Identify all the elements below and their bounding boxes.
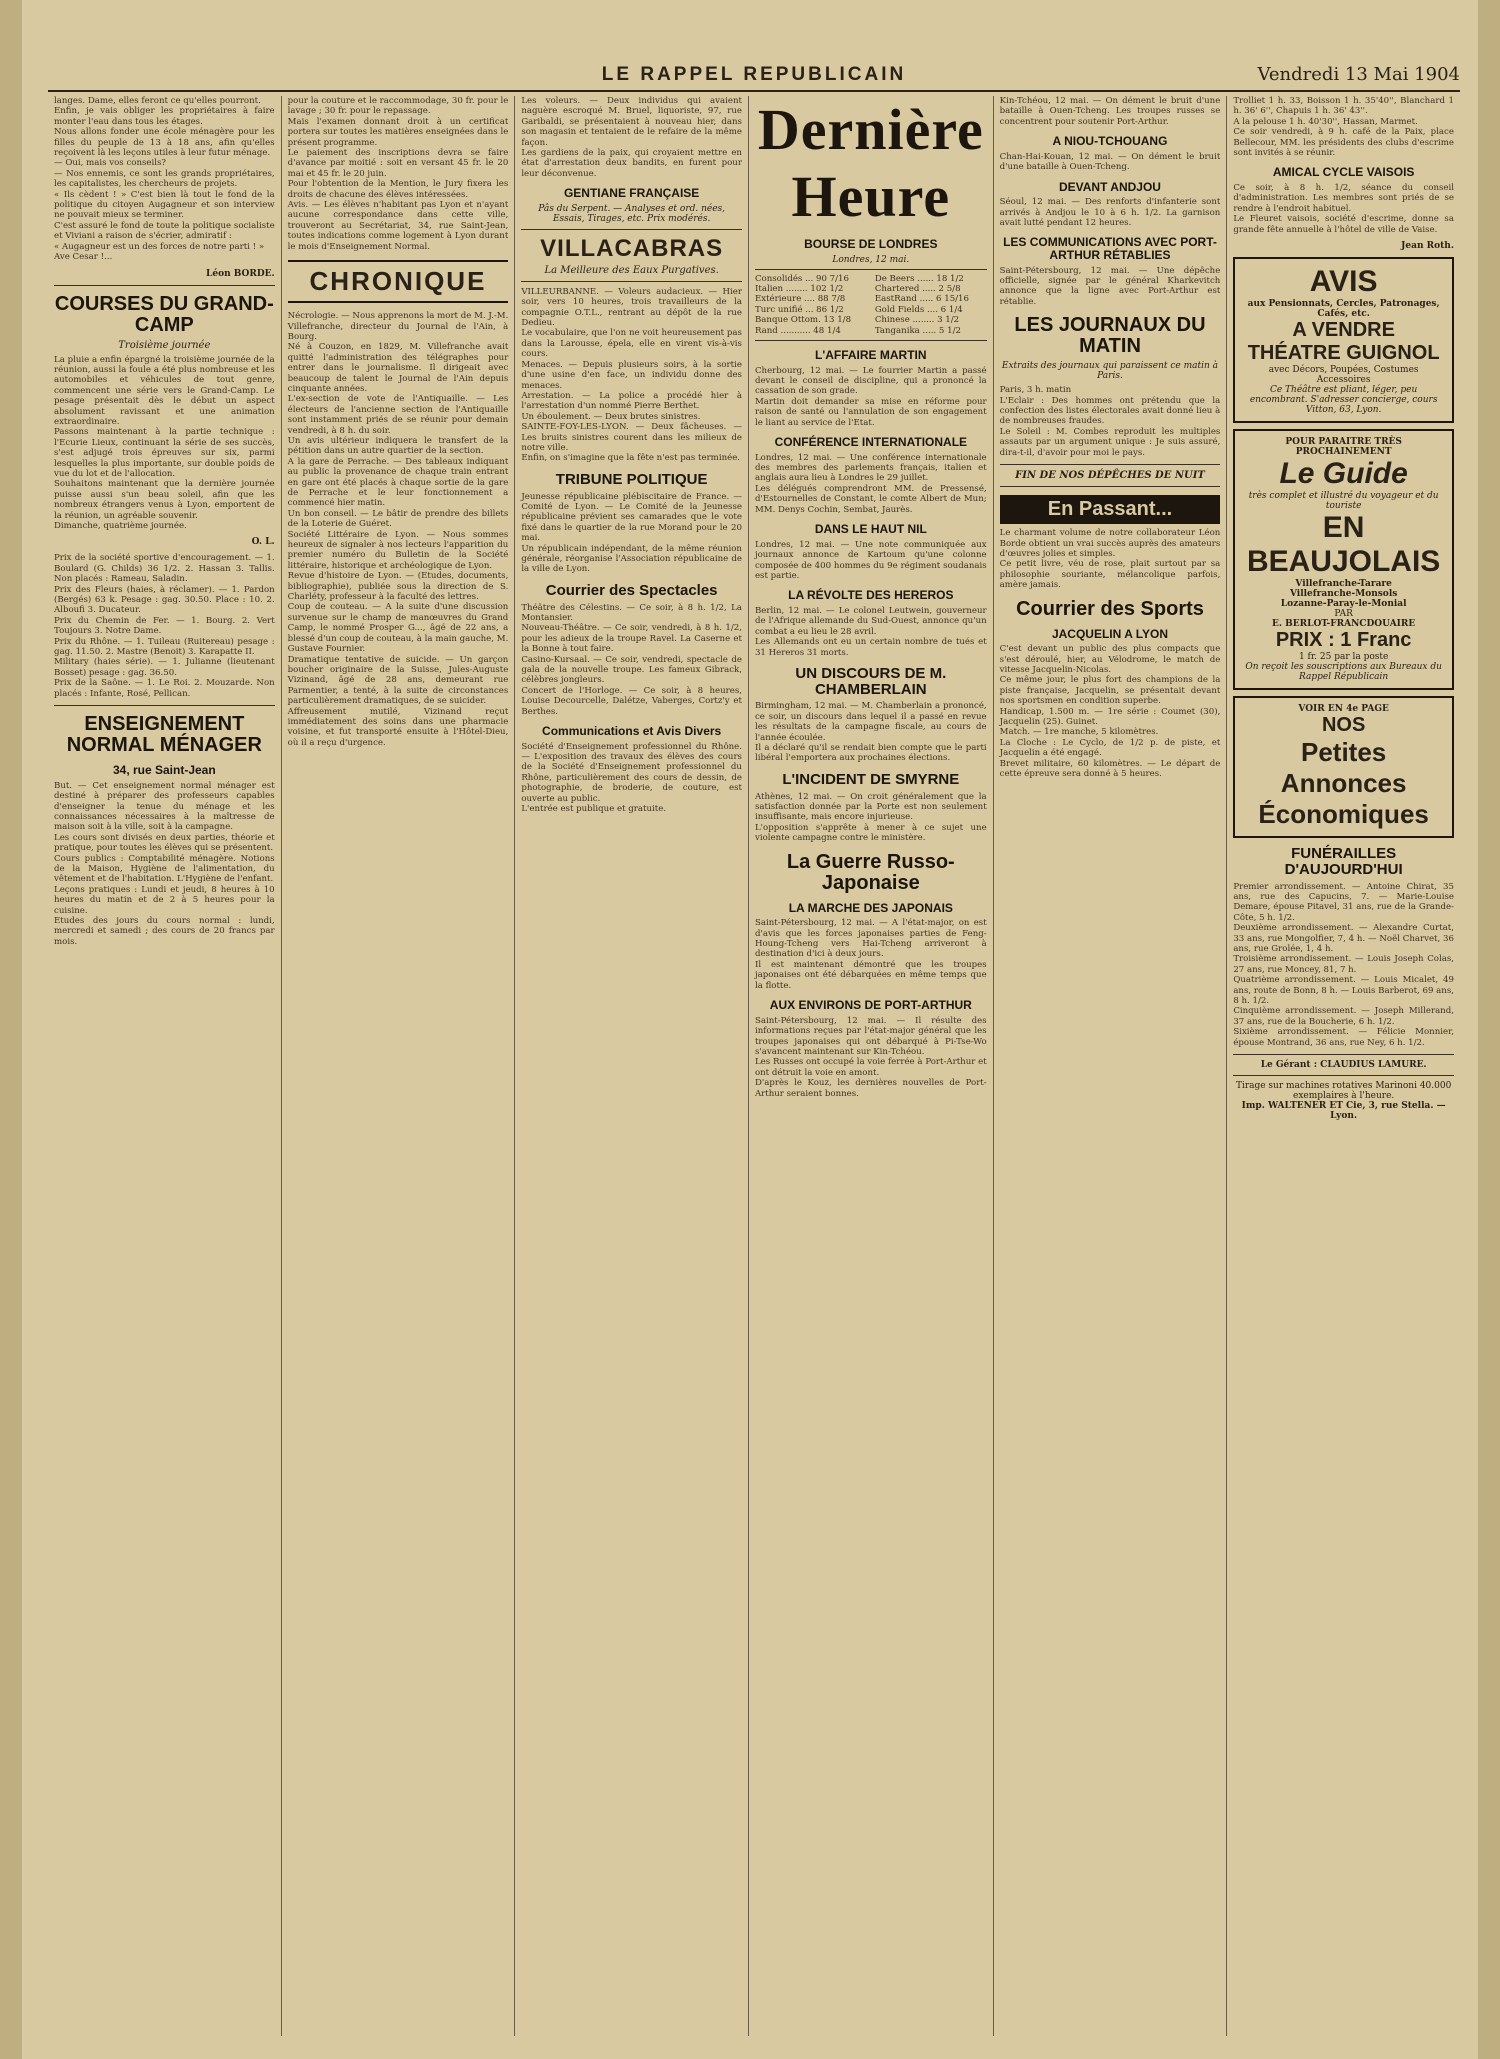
sports-text: C'est devant un public des plus compacts que s'est déroulé, hier, au Vélodrome, le match de vitesse Jacquelin-Nicolas. Ce même jour, le plus fort des champions de la piste française, Jacquelin, se présentait devant nos sportsmen en condition superbe. Handicap, 1.500 m. — 1re série : Coumet (30), Jacquelin (25). Guinet. Match. — 1re manche, 5 kilomètres. La Cloche : Le Cyclo, de 1/2 p. de piste, et Jacquelin a été engagé. Brevet militaire, 60 kilomètres. — Le départ de cette épreuve sera donné à 5 heures. (999, 644, 1221, 779)
imprimeur: Imp. WALTENER ET Cie, 3, rue Stella. — Lyon. (1241, 1101, 1446, 1122)
avis-text: Ce Théâtre est pliant, léger, peu encombrant. S'adresser concierge, cours Vitton, 63, Lyon. (1249, 385, 1438, 416)
gentiane-ad: GENTIANE FRANÇAISE (563, 186, 700, 201)
funerailles-heading: FUNÉRAILLES D'AUJOURD'HUI (1284, 845, 1403, 878)
column-5 (994, 96, 1228, 2036)
bourse-right: De Beers ...... 18 1/2 Chartered ..... 2 5/8 EastRand ..... 6 15/16 Gold Fields .... 6 1/4 Chinese ........ 3 1/2 Tanganika ..... 5 1/2 (874, 273, 969, 336)
page-edge-left (0, 0, 22, 2059)
avis-vendre: A VENDRE (1292, 319, 1395, 342)
japonais-heading: LA MARCHE DES JAPONAIS (788, 900, 953, 915)
column-3 (515, 96, 749, 2036)
martin-text: Cherbourg, 12 mai. — Le fourrier Martin a passé devant le conseil de discipline, qui a prononcé la cassation de son grade. Martin doit demander sa mise en réforme pour raison de santé ou l'annulation de son engagement le liant au service de l'Etat. (754, 365, 987, 428)
guide-prix: PRIX : 1 Franc (1275, 629, 1412, 652)
divider (54, 285, 275, 286)
herero-text: Berlin, 12 mai. — Le colonel Leutwein, gouverneur de l'Afrique allemande du Sud-Ouest, annonce qu'un combat a eu lieu le 28 avril. Les Allemands ont eu un certain nombre de tués et 31 Hereros 31 morts. (754, 605, 987, 658)
petites-annonces-ad (1233, 696, 1454, 838)
avis-sub: aux Pensionnats, Cercles, Patronages, Cafés, etc. (1247, 299, 1440, 320)
courses-heading: COURSES DU GRAND-CAMP (54, 292, 274, 336)
chronique-heading: CHRONIQUE (288, 260, 509, 303)
guide-footer: On reçoit les souscriptions aux Bureaux du Rappel Républicain (1245, 662, 1442, 683)
column-1 (48, 96, 282, 2036)
niou-text: Chan-Hai-Kouan, 12 mai. — On dément le bruit d'une bataille à Ouen-Tcheng. (999, 151, 1224, 173)
smyrne-text: Athènes, 12 mai. — On croit généralement que la satisfaction donnée par la Porte est non seulement insuffisante, mais encore injurieuse. L'opposition s'apprête à mener à ce sujet une violente campagne contre le ministère. (754, 791, 987, 844)
port-arthur-heading: AUX ENVIRONS DE PORT-ARTHUR (769, 998, 972, 1013)
communications-heading: Communications et Avis Divers (542, 723, 722, 738)
divider (521, 281, 742, 282)
columns (48, 96, 1460, 2036)
bourse-heading: BOURSE DE LONDRES (804, 237, 938, 251)
bourse-date: Londres, 12 mai. (832, 254, 910, 265)
courses-signature: O. L. (251, 537, 275, 548)
annonces-nos: NOS (1321, 714, 1366, 737)
conference-text: Londres, 12 mai. — Une conférence internationale des membres des parlements français, italien et anglais aura lieu à Londres le 29 juillet. Les délégués comprendront MM. de Pressensé, d'Estournelles de Constant, le comte Albert de Mun; MM. Denys Cochin, Sembat, Jaurès. (754, 452, 987, 515)
divider (1000, 464, 1221, 465)
haut-nil-heading: DANS LE HAUT NIL (814, 522, 927, 537)
column-4 (749, 96, 994, 2036)
column-6-top-text: Trolliet 1 h. 33, Boisson 1 h. 35'40'', Blanchard 1 h. 36' 6'', Chapuis 1 h. 36' 43''. A la pelouse 1 h. 40'30'', Hassan, Marmet. Ce soir vendredi, à 9 h. café de la Paix, place Bellecour, MM. les présidents des clubs d'escrime sont invités à se réunir. (1233, 96, 1454, 159)
lead-article-signature: Léon BORDE. (206, 268, 275, 279)
communications-retablies-heading: LES COMMUNICATIONS AVEC PORT-ARTHUR RÉTABLIES (1003, 235, 1217, 263)
derniere-heure-title: Dernière Heure (757, 97, 984, 229)
tribune-heading: TRIBUNE POLITIQUE (555, 470, 708, 488)
chronique-text: Nécrologie. — Nous apprenons la mort de M. J.-M. Villefranche, directeur du Journal de l'Ain, à Bourg. Né à Couzon, en 1829, M. Villefranche avait quitté l'administration des télégraphes pour entrer dans le journalisme. Il dirigeait avec beaucoup de talent le Journal de l'Ain depuis cinquante années. L'ex-section de vote de l'Antiquaille. — Les électeurs de l'ancienne section de l'Antiquaille sont instamment priés de se réunir pour demain vendredi, à 8 h. du soir. Un avis ultérieur indiquera le transfert de la pétition dans un autre quartier de la section. A la gare de Perrache. — Des tableaux indiquant au public la provenance de chaque train entrant en gare ont été placés à chaque sortie de la gare de Perrache et le leur fonctionnement a commencé hier matin. Un bon conseil. — Le bâtir de prendre des billets de la Loterie de Guéret. Société Littéraire de Lyon. — Nous sommes heureux de signaler à nos lecteurs l'apparition du premier numéro du Bulletin de la Société littéraire, historique et archéologique de Lyon. Revue d'histoire de Lyon. — (Etudes, documents, bibliographie), publiée sous la direction de S. Charléty, professeur à la faculté des lettres. Coup de couteau. — A la suite d'une discussion survenue sur le champ de manœuvres du Grand Camp, le nommé Prosper G..., âgé de 22 ans, a blessé d'un coup de couteau, à la main gauche, M. Gustave Fournier. Dramatique tentative de suicide. — Un garçon boucher originaire de la Suisse, Jules-Auguste Vizinand, âgé de 28 ans, demeurant rue Parmentier, a tenté, à la suite de circonstances particulièrement dramatiques, de se suicider. Affreusement mutilé, Vizinand reçut immédiatement des soins dans une pharmacie voisine, et fut transporté ensuite à l'Hôtel-Dieu, où il a reçu d'urgence. (287, 311, 509, 748)
chamberlain-text: Birmingham, 12 mai. — M. Chamberlain a prononcé, ce soir, un discours dans lequel il a passé en revue les résultats de la campagne fiscale, au cours de l'année écoulée. Il a déclaré qu'il se rendait bien compte que le parti libéral l'emportera aux prochaines élections. (754, 701, 987, 764)
annonces-title: Petites Annonces (1280, 737, 1407, 799)
guide-ad (1233, 429, 1454, 690)
enseignement-text: But. — Cet enseignement normal ménager est destiné à préparer des professeurs capables d'enseigner la tenue du ménage et les connaissances nécessaires à la maîtresse de maison soit à la ville, soit à la campagne. Les cours sont divisés en deux parties, théorie et pratique, pour toutes les élèves qui se présentent. Cours publics : Comptabilité ménagère. Notions de la Maison, Hygiène de l'alimentation, du vêtement et de l'habitation. L'Hygiène de l'enfant. Leçons pratiques : Lundi et jeudi, 8 heures à 10 heures du matin et de 2 à 5 heures pour la cuisine. Etudes des jours du cours normal : lundi, mercredi et samedi ; des cours de 20 francs par mois. (54, 780, 275, 947)
guide-pre: POUR PARAITRE TRÈS PROCHAINEMENT (1285, 437, 1402, 458)
issue-date: Vendredi 13 Mai 1904 (1257, 64, 1460, 85)
avis-title: AVIS (1309, 265, 1378, 299)
gentiane-ad-sub: Pâs du Serpent. — Analyses et ord. nées, Essais, Tirages, etc. Prix modérés. (538, 203, 726, 224)
guide-title: Le Guide (1279, 457, 1408, 491)
sports-heading: Courrier des Sports (1016, 597, 1204, 620)
cycle-text: Ce soir, à 8 h. 1/2, séance du conseil d'administration. Les membres sont priés de se rendre à l'endroit habituel. Le Fleuret vaisois, société d'escrime, donne sa grande fête annuelle à l'hôtel de ville de Vaise. (1233, 183, 1454, 235)
chamberlain-heading: UN DISCOURS DE M. CHAMBERLAIN (795, 664, 947, 698)
masthead (48, 62, 1460, 92)
cycle-signature: Jean Roth. (1401, 241, 1454, 252)
lead-article-text: langes. Dame, elles feront ce qu'elles pourront. Enfin, je vais obliger les propriétaires à faire monter l'eau dans tous les étages. Nous allons fonder une école ménagère pour les filles du peuple de 13 à 18 ans, afin qu'elles reçoivent là les leçons utiles à leur futur ménage. — Oui, mais vos conseils? — Nos ennemis, ce sont les grands propriétaires, les capitalistes, les chercheurs de projets. « Ils cèdent ! » C'est bien là tout le fond de la politique du citoyen Augagneur et son interview ne pouvait mieux se terminer. C'est assuré le fond de toute la politique socialiste et Viviani a raison de s'écrier, admiratif : « Augagneur est un des forces de notre parti ! » Ave Cesar !... (54, 96, 275, 263)
voleurs-text: Les voleurs. — Deux individus qui avaient naguère escroqué M. Bruel, liquoriste, 97, rue Garibaldi, se présentaient à nouveau hier, dans son magasin et tentaient de le refaire de la même façon. Les gardiens de la paix, qui croyaient mettre en état d'arrestation deux bandits, en furent pour leur déconvenue. (521, 96, 742, 179)
column-2 (282, 96, 516, 2036)
andjou-heading: DEVANT ANDJOU (1058, 179, 1161, 194)
divider (1000, 486, 1221, 487)
column-5-top-text: Kin-Tchéou, 12 mai. — On dément le bruit d'une bataille à Ouen-Tcheng. Les troupes russes se concentrent pour soutenir Port-Arthur. (999, 96, 1224, 127)
communications-text: Société d'Enseignement professionnel du Rhône. — L'exposition des travaux des élèves des cours de la Société d'Enseignement professionnel du Rhône, particulièrement des cours de dessin, de photographie, de broderie, de couture, est ouverte au public. L'entrée est publique et gratuite. (521, 741, 742, 814)
en-passant-heading: En Passant... (1000, 495, 1221, 524)
bourse-table (755, 269, 987, 341)
fin-depeches: FIN DE NOS DÉPÊCHES DE NUIT (1015, 470, 1205, 482)
bourse-left: Consolidés ... 90 7/16 Italien ........ 102 1/2 Extérieure .... 88 7/8 Turc unifié ... 86 1/2 Banque Ottom. 13 1/8 Rand ........... 48 1/4 (754, 273, 852, 336)
communications-retablies-text: Saint-Pétersbourg, 12 mai. — Une dépêche officielle, signée par le général Kharkevitch annonce que la ligne avec Port-Arthur est rétablie. (999, 265, 1224, 307)
tirage: Tirage sur machines rotatives Marinoni 40.000 exemplaires à l'heure. (1235, 1081, 1452, 1102)
divider (54, 705, 275, 706)
divider (521, 229, 742, 230)
villacabras-ad: VILLACABRAS (540, 234, 724, 262)
andjou-text: Séoul, 12 mai. — Des renforts d'infanterie sont arrivés à Andjou le 10 à 6 h. 1/2. La garnison avait lutté pendant 12 heures. (999, 197, 1224, 229)
guide-sub: très complet et illustré du voyageur et du touriste (1248, 491, 1439, 512)
race-results: Prix de la société sportive d'encouragement. — 1. Boulard (G. Childs) 36 1/2. 2. Hassan 3. Tallis. Non placés : Rameau, Saladin. Prix des Fleurs (haies, à réclamer). — 1. Pardon (Bergés) 63 k. Pesage : gag. 30.50. Place : 10. 2. Alboufi 3. Ducateur. Prix du Chemin de Fer. — 1. Bourg. 2. Vert Toujours 3. Notre Dame. Prix du Rhône. — 1. Tuileau (Ruitereau) pesage : gag. 11.50. 2. Mastre (Benoit) 3. Karapatte II. Military (haies série). — 1. Julianne (lieutenant Bosset) pesage : gag. 36.50. Prix de la Saône. — 1. Le Roi. 2. Mouzarde. Non placés : Infante, Rosé, Pellican. (54, 553, 275, 699)
port-arthur-text: Saint-Pétersbourg, 12 mai. — Il résulte des informations reçues par l'état-major général que les troupes japonaises qui ont débarqué à Pi-Tse-Wo s'avancent maintenant sur Kin-Tchéou. Les Russes ont occupé la voie ferrée à Port-Arthur et ont détruit la voie en amont. D'après le Kouz, les dernières nouvelles de Port-Arthur seraient bonnes. (754, 1015, 987, 1099)
martin-heading: L'AFFAIRE MARTIN (815, 348, 927, 363)
annonces-pre: VOIR EN 4e PAGE (1298, 704, 1389, 715)
guide-author: E. BERLOT-FRANCDOUAIRE (1272, 619, 1416, 630)
villacabras-ad-sub: La Meilleure des Eaux Purgatives. (544, 264, 719, 276)
villeurbanne-text: VILLEURBANNE. — Voleurs audacieux. — Hier soir, vers 10 heures, trois travailleurs de la compagnie O.T.L., rentrant au dépôt de la rue Dedieu. Le vocabulaire, que l'on ne voit heureusement pas dans la Larousse, épela, elle en virent vis-à-vis cours. Menaces. — Depuis plusieurs soirs, à la sortie d'une usine d'en face, un individu donne des menaces. Arrestation. — La police a procédé hier à l'arrestation d'un nommé Pierre Berthet. Un éboulement. — Deux brutes sinistres. SAINTE-FOY-LES-LYON. — Deux fâcheuses. — Les bruits sinistres courent dans les milieux de notre ville. Enfin, on s'imagine que la fête n'est pas terminée. (521, 286, 742, 464)
enseignement-address: 34, rue Saint-Jean (112, 763, 216, 778)
japonais-text: Saint-Pétersbourg, 12 mai. — A l'état-major, on est d'avis que les forces japonaises parties de Feng-Houng-Tcheng vers Hai-Tcheng arriveront à destination d'ici à deux jours. Il est maintenant démontré que les troupes japonaises ont été débarquées en même temps que la flotte. (754, 918, 987, 991)
courses-text: La pluie a enfin épargné la troisième journée de la réunion, aussi la foule a été plus nombreuse et les automobiles et véhicules de tout genre, commencent une série vers le Grand-Camp. Le pesage présentait dès le début un aspect absolument ravissant et une animation extraordinaire. Passons maintenant à la partie technique : l'Ecurie Lieux, continuant la série de ses succès, s'est adjugé trois épreuves sur six, parmi lesquelles la plus importante, sur double poids de vue du lot et de l'allocation. Souhaitons maintenant que la dernière journée puisse aussi s'un beau soleil, afin que les nombreux étrangers venus à Lyon, emportent de la réunion, un agréable souvenir. Dimanche, quatrième journée. (54, 354, 275, 531)
herero-heading: LA RÉVOLTE DES HEREROS (788, 588, 954, 603)
niou-heading: A NIOU-TCHOUANG (1052, 134, 1168, 149)
avis-detail: avec Décors, Poupées, Costumes Accessoires (1268, 365, 1419, 386)
sports-subheading: JACQUELIN A LYON (1051, 626, 1168, 641)
guide-par: PAR (1334, 609, 1353, 620)
smyrne-heading: L'INCIDENT DE SMYRNE (782, 770, 960, 788)
journaux-heading: LES JOURNAUX DU MATIN (1014, 314, 1206, 358)
newspaper-title: LE RAPPEL REPUBLICAIN (601, 64, 907, 85)
haut-nil-text: Londres, 12 mai. — Une note communiquée aux journaux annonce de Kartoum qu'une colonne composée de 400 hommes du 9e régiment soudanais est partie. (754, 539, 990, 581)
page-edge-right (1478, 0, 1500, 2059)
enseignement-heading: ENSEIGNEMENT NORMAL MÉNAGER (66, 713, 262, 757)
column-6 (1227, 96, 1460, 2036)
guide-lines: Villefranche-Tarare Villefranche-Monsols Lozanne-Paray-le-Monial (1280, 579, 1407, 610)
journaux-sub: Extraits des journaux qui paraissent ce matin à Paris. (1001, 361, 1219, 382)
gerant: Le Gérant : CLAUDIUS LAMURE. (1260, 1060, 1427, 1071)
avis-ad (1233, 257, 1454, 423)
journaux-text: Paris, 3 h. matin L'Eclair : Des hommes ont prétendu que la confection des listes électorales avait donné lieu à de nombreuses fraudes. Le Soleil : M. Combes reproduit les multiples assauts par un argument unique : Je suis assuré, dira-t-il, d'avoir pour moi le pays. (999, 385, 1221, 458)
guide-prix-poste: 1 fr. 25 par la poste (1298, 652, 1389, 663)
cycle-heading: AMICAL CYCLE VAISOIS (1272, 165, 1415, 180)
courses-subheading: Troisième journée (118, 339, 211, 351)
guerre-heading: La Guerre Russo-Japonaise (786, 850, 955, 894)
annonces-title-2: Économiques (1258, 799, 1429, 830)
column-2-top-text: pour la couture et le raccommodage, 30 fr. pour le lavage ; 30 fr. pour le repassage. Mais l'examen donnant droit à un certificat portera sur toutes les matières enseignées dans le présent programme. Le paiement des inscriptions devra se faire d'avance par moitié : soit en versant 45 fr. le 20 mai et 45 fr. le 20 juin. Pour l'obtention de la Mention, le Jury fixera les droits de chacune des élèves intéressées. Avis. — Les élèves n'habitant pas Lyon et n'ayant aucune correspondance dans cette ville, trouveront au Secrétariat, 34, rue Saint-Jean, toutes indications comme logement à Lyon durant le mois d'Enseignement Normal. (287, 96, 509, 252)
divider (1233, 1054, 1454, 1055)
spectacles-text: Théâtre des Célestins. — Ce soir, à 8 h. 1/2, La Montansier. Nouveau-Théâtre. — Ce soir, vendredi, à 8 h. 1/2, pour les adieux de la troupe Ravel. La Caserne et la Bonne à tout faire. Casino-Kursaal. — Ce soir, vendredi, spectacle de gala de la nouvelle troupe. Les fameux Gibrack, célèbres jongleurs. Concert de l'Horloge. — Ce soir, à 8 heures, Louise Decourcelle, Dalétze, Vaberges, Cortz'y et Berthes. (521, 602, 742, 717)
divider (1233, 1075, 1454, 1076)
tribune-text: Jeunesse républicaine plébiscitaire de France. — Comité de Lyon. — Le Comité de la Jeunesse républicaine prévient ses camarades que le vote fixé dans le quartier de la rue Morand pour le 20 mai. Un républicain indépendant, de la même réunion générale, réorganise l'Association républicaine de la ville de Lyon. (521, 491, 742, 575)
spectacles-heading: Courrier des Spectacles (545, 581, 718, 599)
en-passant-text: Le charmant volume de notre collaborateur Léon Borde obtient un vrai succès auprès des amateurs d'œuvres jolies et simples. Ce petit livre, véu de rose, plait surtout par sa philosophie souriante, mélancolique parfois, amère jamais. (999, 528, 1221, 591)
guide-en-beaujolais: EN BEAUJOLAIS (1246, 511, 1441, 579)
funerailles-text: Premier arrondissement. — Antoine Chirat, 35 ans, rue des Capucins, 7. — Marie-Louise Demare, épouse Pitavel, 31 ans, rue de la Grande-Côte, 5 h. 1/2. Deuxième arrondissement. — Alexandre Curtat, 33 ans, rue Mongolfier, 7, 4 h. — Noël Charvet, 36 ans, rue Grolée, 1, 4 h. Troisième arrondissement. — Louis Joseph Colas, 27 ans, rue Moncey, 81, 7 h. Quatrième arrondissement. — Louis Micalet, 49 ans, route de Bonn, 8 h. — Louis Barberot, 69 ans, 8 h. 1/2. Cinquième arrondissement. — Joseph Millerand, 37 ans, rue de la Boucherie, 6 h. 1/2. Sixième arrondissement. — Félicie Monnier, épouse Montrand, 36 ans, rue Ney, 6 h. 1/2. (1233, 881, 1454, 1048)
avis-theatre: THÉATRE GUIGNOL (1247, 342, 1440, 365)
conference-heading: CONFÉRENCE INTERNATIONALE (774, 435, 968, 450)
